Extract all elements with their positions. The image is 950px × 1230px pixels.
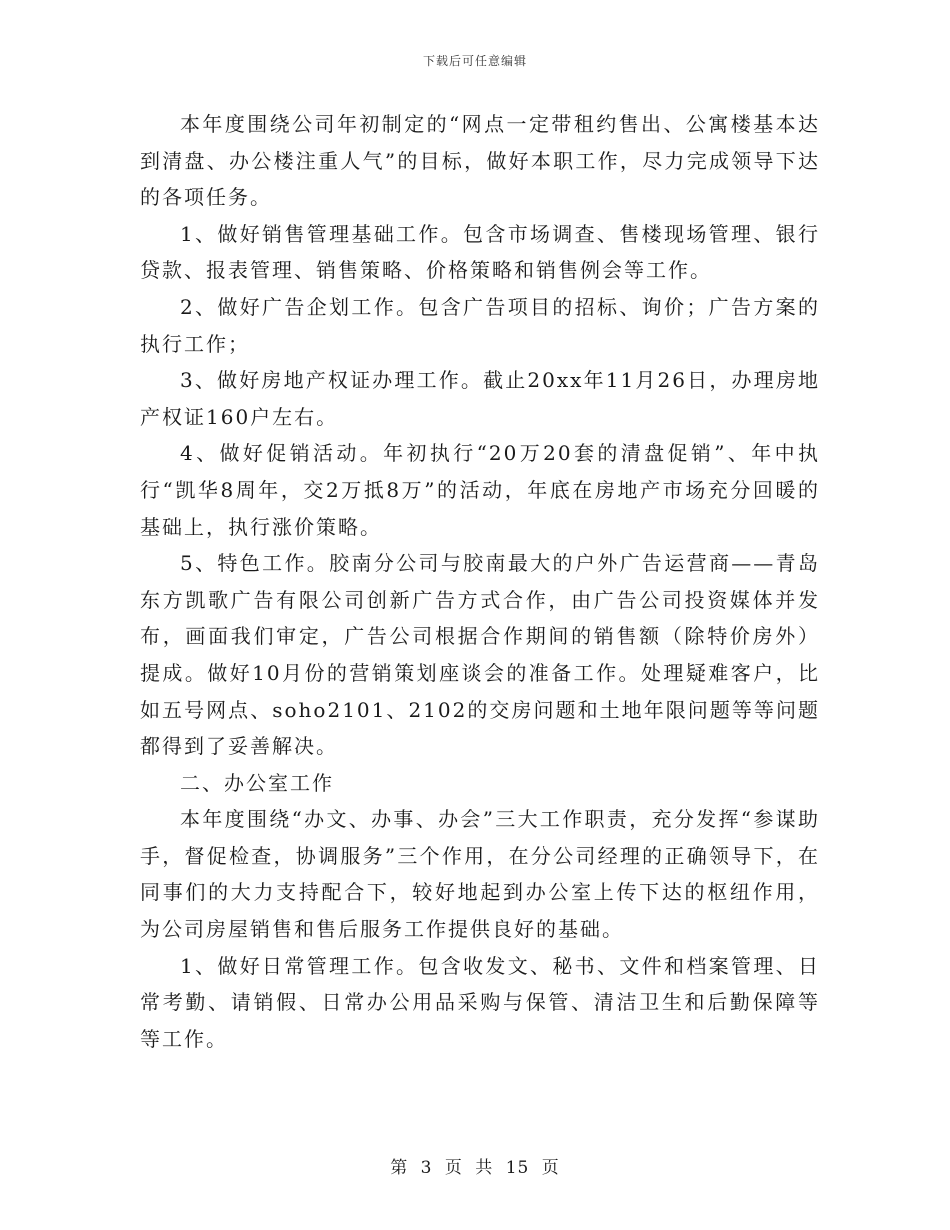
paragraph: 1、做好销售管理基础工作。包含市场调查、售楼现场管理、银行贷款、报表管理、销售策略、价格策略和销售例会等工作。 [140, 221, 820, 283]
paragraph: 本年度围绕“办文、办事、办会”三大工作职责，充分发挥“参谋助手，督促检查，协调服务”三个作用，在分公司经理的正确领导下，在同事们的大力支持配合下，较好地起到办公室上传下达的枢纽作用，为公司房屋销售和售后服务工作提供良好的基础。 [140, 807, 820, 942]
paragraph: 1、做好日常管理工作。包含收发文、秘书、文件和档案管理、日常考勤、请销假、日常办公用品采购与保管、清洁卫生和后勤保障等等工作。 [140, 953, 820, 1051]
paragraph: 本年度围绕公司年初制定的“网点一定带租约售出、公寓楼基本达到清盘、办公楼注重人气”的目标，做好本职工作，尽力完成领导下达的各项任务。 [140, 112, 820, 210]
paragraph: 5、特色工作。胶南分公司与胶南最大的户外广告运营商——青岛东方凯歌广告有限公司创新广告方式合作，由广告公司投资媒体并发布，画面我们审定，广告公司根据合作期间的销售额（除特价房外）提成。做好10月份的营销策划座谈会的准备工作。处理疑难客户，比如五号网点、soho2101、2102的交房问题和土地年限问题等等问题都得到了妥善解决。 [140, 551, 820, 759]
document-body [140, 106, 820, 1057]
section-heading: 二、办公室工作 [180, 770, 334, 795]
paragraph: 3、做好房地产权证办理工作。截止20xx年11月26日，办理房地产权证160户左右。 [140, 368, 820, 429]
page-number: 第 3 页 共 15 页 [390, 1158, 560, 1178]
paragraph: 2、做好广告企划工作。包含广告项目的招标、询价；广告方案的执行工作； [140, 294, 820, 356]
paragraph: 4、做好促销活动。年初执行“20万20套的清盘促销”、年中执行“凯华8周年，交2万抵8万”的活动，年底在房地产市场充分回暖的基础上，执行涨价策略。 [140, 441, 820, 539]
header-note: 下载后可任意编辑 [422, 54, 527, 68]
